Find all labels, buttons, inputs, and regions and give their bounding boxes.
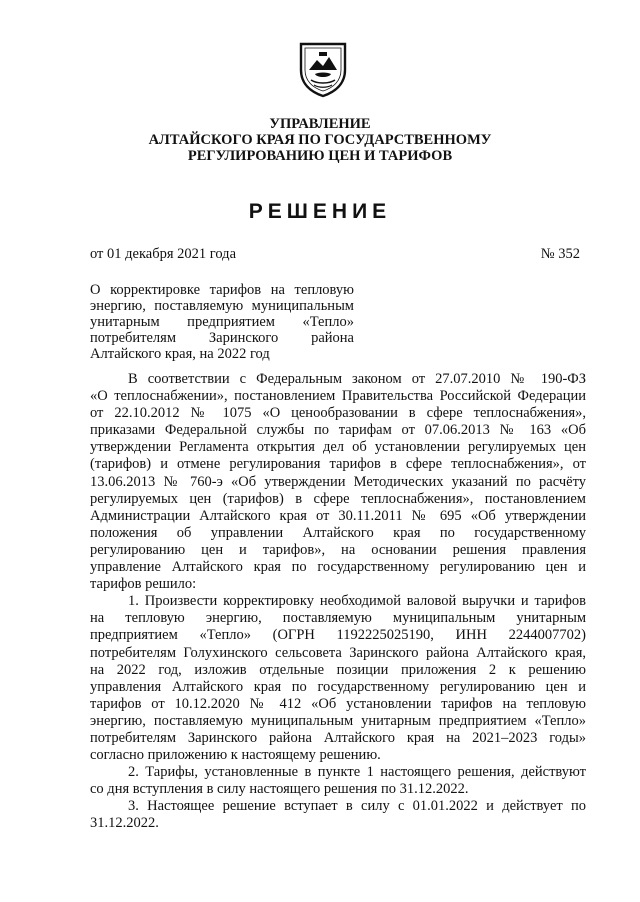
document-title: РЕШЕНИЕ xyxy=(248,200,392,223)
preamble-line: 13.06.2013 № 760-э «Об утверждении Методических указаний по расчёту xyxy=(90,473,586,490)
item-1-line: тарифов от 10.12.2020 № 412 «Об установлении тарифов на тепловую xyxy=(90,695,586,712)
item-1-line: энергию, поставляемую муниципальным унитарным предприятием «Тепло» xyxy=(90,712,586,729)
preamble-line: (тарифов) и отмене регулирования тарифов в сфере теплоснабжения», от xyxy=(90,456,586,473)
preamble-line: регулируемых цен (тарифов) в сфере теплоснабжения», постановлением xyxy=(90,490,586,507)
preamble-line: В соответствии с Федеральным законом от 27.07.2010 № 190-ФЗ xyxy=(128,371,586,387)
altai-krai-coat-of-arms-icon xyxy=(297,40,349,98)
item-3-line: 31.12.2022. xyxy=(90,815,159,832)
authority-line: АЛТАЙСКОГО КРАЯ ПО ГОСУДАРСТВЕННОМУ xyxy=(148,132,492,148)
decision-subject xyxy=(90,282,354,362)
item-1-line: предприятием «Тепло» (ОГРН 1192225025190, ИНН 2244007702) xyxy=(90,627,586,644)
preamble-line: от 22.10.2012 № 1075 «О ценообразовании в сфере теплоснабжения», xyxy=(90,405,586,422)
item-2-line: со дня вступления в силу настоящего решения по 31.12.2022. xyxy=(90,781,469,798)
item-1-line: 1. Произвести корректировку необходимой валовой выручки и тарифов xyxy=(128,593,586,610)
preamble-line: тарифов решило: xyxy=(90,576,197,593)
decision-number: № 352 xyxy=(540,246,580,262)
decision-body xyxy=(90,371,586,833)
item-3-line: 3. Настоящее решение вступает в силу с 01.01.2022 и действует по xyxy=(128,798,586,815)
item-2-line: 2. Тарифы, установленные в пункте 1 настоящего решения, действуют xyxy=(128,764,586,781)
item-1-line: потребителям Заринского района Алтайского края на 2021–2023 годы» xyxy=(90,729,586,746)
preamble-line: «О теплоснабжении», постановлением Правительства Российской Федерации xyxy=(90,388,586,405)
preamble-line: утверждении Регламента открытия дел об установлении регулируемых цен xyxy=(90,439,586,456)
item-1-line: управления Алтайского края по государственному регулированию цен и xyxy=(90,678,586,695)
subject-line: О корректировке тарифов на тепловую xyxy=(90,282,354,298)
item-1-line: на 2022 год, изложив отдельные позиции приложения 2 к решению xyxy=(90,661,586,678)
item-1-line: на тепловую энергию, поставляемую муниципальным унитарным xyxy=(90,610,586,627)
issuing-authority xyxy=(0,116,640,164)
preamble-line: приказами Федеральной службы по тарифам от 07.06.2013 № 163 «Об xyxy=(90,422,586,439)
subject-line: потребителям Заринского района xyxy=(90,330,354,346)
authority-line: УПРАВЛЕНИЕ xyxy=(269,116,371,132)
subject-line: унитарным предприятием «Тепло» xyxy=(90,314,354,330)
item-1-line: согласно приложению к настоящему решению. xyxy=(90,747,381,764)
authority-line: РЕГУЛИРОВАНИЮ ЦЕН И ТАРИФОВ xyxy=(187,148,453,164)
preamble-line: Администрации Алтайского края от 30.11.2011 № 695 «Об утверждении xyxy=(90,507,586,524)
preamble-line: положения об управлении Алтайского края по государственному xyxy=(90,524,586,541)
item-1-line: потребителям Голухинского сельсовета Заринского района Алтайского края, xyxy=(90,644,586,661)
preamble-line: управление Алтайского края по государственному регулированию цен и xyxy=(90,559,586,576)
subject-line: Алтайского края, на 2022 год xyxy=(90,346,270,362)
preamble-line: регулированию цен и тарифов», на основании решения правления xyxy=(90,541,586,558)
decision-date: от 01 декабря 2021 года xyxy=(90,246,236,262)
subject-line: энергию, поставляемую муниципальным xyxy=(90,298,354,314)
